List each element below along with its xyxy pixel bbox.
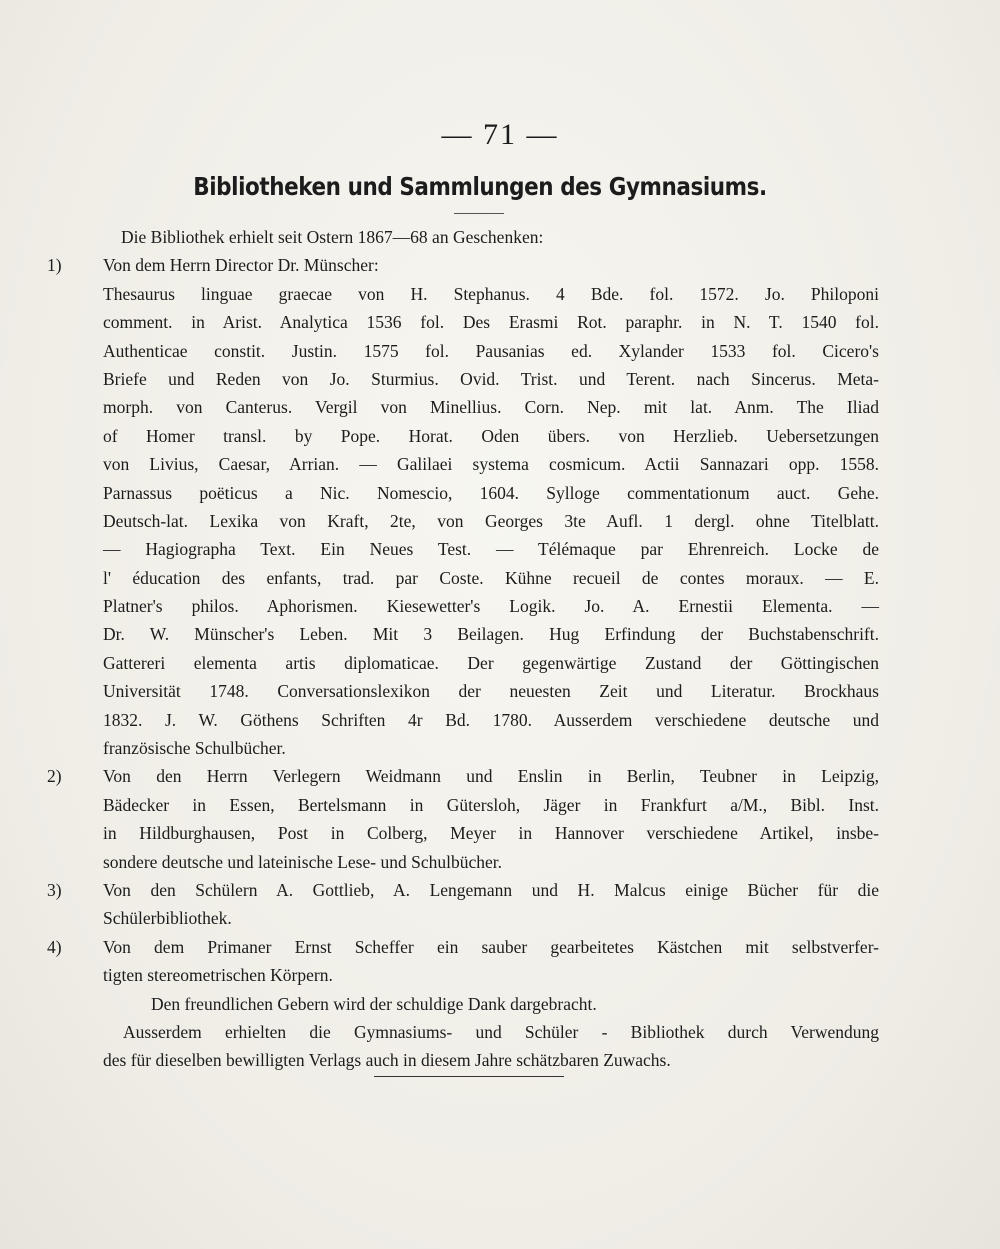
closing-line: Ausserdem erhielten die Gymnasiums- und Schüler - Bibliothek durch Verwendung xyxy=(123,1021,879,1042)
item-1-line: 1) Von dem Herrn Director Dr. Münscher: xyxy=(47,255,379,276)
closing-divider xyxy=(374,1076,564,1077)
item-1-line: of Homer transl. by Pope. Horat. Oden übers. von Herzlieb. Uebersetzungen xyxy=(103,425,879,446)
list-item-1 xyxy=(47,251,879,762)
item-1-line: Universität 1748. Conversationslexikon der neuesten Zeit und Literatur. Brockhaus xyxy=(103,681,879,702)
intro-line: Die Bibliothek erhielt seit Ostern 1867—68 an Geschenken: xyxy=(121,227,544,247)
list-item-4 xyxy=(47,933,879,990)
closing-line: des für dieselben bewilligten Verlags auch in diesem Jahre schätzbaren Zuwachs. xyxy=(103,1050,671,1071)
item-1-line: Parnassus poëticus a Nic. Nomescio, 1604. Sylloge commentationum auct. Gehe. xyxy=(103,482,879,503)
item-1-line: Thesaurus linguae graecae von H. Stephanus. 4 Bde. fol. 1572. Jo. Philoponi xyxy=(103,283,879,304)
item-4-line: 4) Von dem Primaner Ernst Scheffer ein sauber gearbeitetes Kästchen mit selbstverfer- xyxy=(47,936,879,957)
item-2-line: 2) Von den Herrn Verlegern Weidmann und Enslin in Berlin, Teubner in Leipzig, xyxy=(47,766,879,787)
item-2-line: sondere deutsche und lateinische Lese- und Schulbücher. xyxy=(103,851,502,872)
list-item-3 xyxy=(47,876,879,933)
item-1-line: Briefe und Reden von Jo. Sturmius. Ovid. Trist. und Terent. nach Sincerus. Meta- xyxy=(103,368,879,389)
item-1-line: Platner's philos. Aphorismen. Kiesewetter's Logik. Jo. A. Ernestii Elementa. — xyxy=(103,596,879,617)
item-1-line: Dr. W. Münscher's Leben. Mit 3 Beilagen. Hug Erfindung der Buchstabenschrift. xyxy=(103,624,879,645)
item-1-line: 1832. J. W. Göthens Schriften 4r Bd. 1780. Ausserdem verschiedene deutsche und xyxy=(103,709,879,730)
item-3-text: Von den Schülern A. Gottlieb, A. Lengemann und H. Malcus einige Bücher für die xyxy=(103,879,879,900)
item-4-text: Von dem Primaner Ernst Scheffer ein sauber gearbeitetes Kästchen mit selbstverfer- xyxy=(103,936,879,957)
item-2-text: Von den Herrn Verlegern Weidmann und Enslin in Berlin, Teubner in Leipzig, xyxy=(103,766,879,787)
thanks-line: Den freundlichen Gebern wird der schuldige Dank dargebracht. xyxy=(151,993,597,1014)
item-3-line: 3) Von den Schülern A. Gottlieb, A. Lengemann und H. Malcus einige Bücher für die xyxy=(47,879,879,900)
item-1-line: l' éducation des enfants, trad. par Coste. Kühne recueil de contes moraux. — E. xyxy=(103,567,879,588)
document-body xyxy=(47,223,879,1075)
item-1-line: Authenticae constit. Justin. 1575 fol. Pausanias ed. Xylander 1533 fol. Cicero's xyxy=(103,340,879,361)
item-1-line: Gattereri elementa artis diplomaticae. Der gegenwärtige Zustand der Göttingischen xyxy=(103,652,879,673)
item-1-line: morph. von Canterus. Vergil von Minellius. Corn. Nep. mit lat. Anm. The Iliad xyxy=(103,397,879,418)
item-4-line: tigten stereometrischen Körpern. xyxy=(103,965,333,986)
page-title: Bibliotheken und Sammlungen des Gymnasiums. xyxy=(193,172,767,201)
item-2-line: Bädecker in Essen, Bertelsmann in Gütersloh, Jäger in Frankfurt a/M., Bibl. Inst. xyxy=(103,794,879,815)
item-3-line: Schülerbibliothek. xyxy=(103,908,232,929)
item-2-line: in Hildburghausen, Post in Colberg, Meyer in Hannover verschiedene Artikel, insbe- xyxy=(103,823,879,844)
item-1-line: französische Schulbücher. xyxy=(103,738,286,759)
item-1-line: — Hagiographa Text. Ein Neues Test. — Télémaque par Ehrenreich. Locke de xyxy=(103,539,879,560)
item-1-line: Deutsch-lat. Lexika von Kraft, 2te, von Georges 3te Aufl. 1 dergl. ohne Titelblatt. xyxy=(103,510,879,531)
title-divider xyxy=(454,213,504,214)
page-number: — 71 — xyxy=(441,118,559,151)
list-item-2 xyxy=(47,762,879,876)
item-1-line: von Livius, Caesar, Arrian. — Galilaei systema cosmicum. Actii Sannazari opp. 1558. xyxy=(103,454,879,475)
item-1-text: Von dem Herrn Director Dr. Münscher: xyxy=(103,255,379,276)
item-1-line: comment. in Arist. Analytica 1536 fol. Des Erasmi Rot. paraphr. in N. T. 1540 fol. xyxy=(103,312,879,333)
